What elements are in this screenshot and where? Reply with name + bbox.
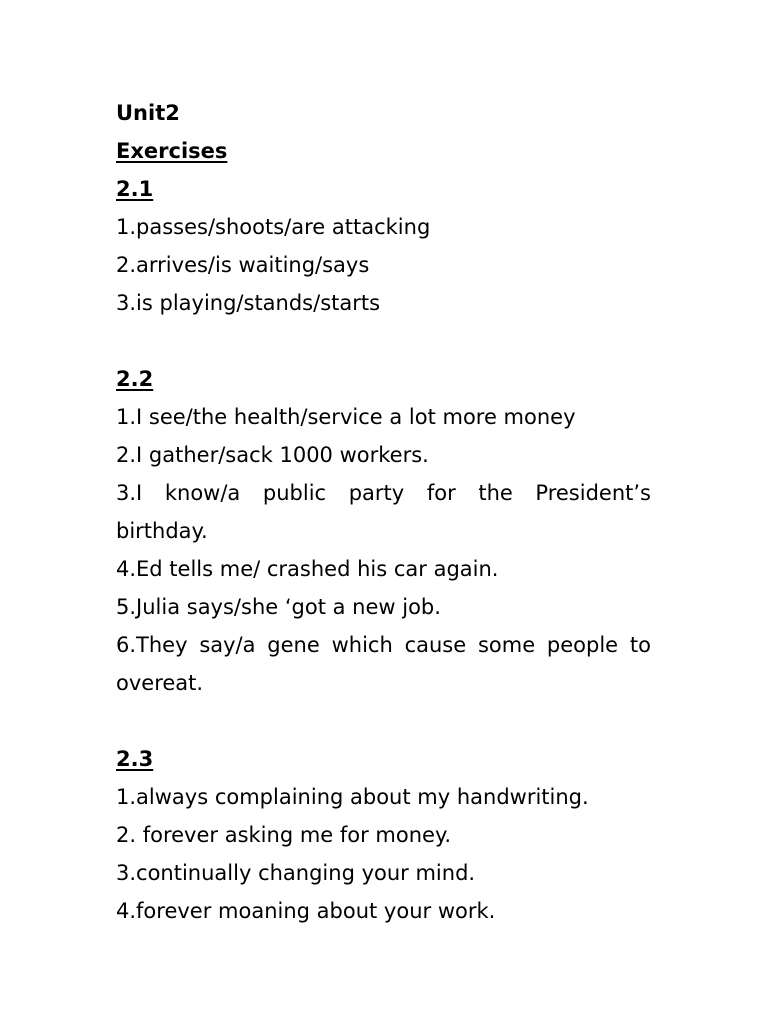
list-item: 6.They say/a gene which cause some people to overeat. [116,633,651,695]
list-item: 2.I gather/sack 1000 workers. [116,443,429,467]
document-page [116,94,651,930]
blank-line [116,702,651,740]
section-number: 2.3 [116,747,154,771]
section-2-2 [116,360,651,702]
list-item: 3.continually changing your mind. [116,861,476,885]
section-2-3 [116,740,651,930]
list-item: 5.Julia says/she ‘got a new job. [116,595,441,619]
blank-line [116,322,651,360]
section-number: 2.1 [116,177,154,201]
list-item: 3.is playing/stands/starts [116,291,381,315]
list-item: 1.passes/shoots/are attacking [116,215,431,239]
list-item: 1.I see/the health/service a lot more money [116,405,576,429]
list-item: 3.I know/a public party for the President’s birthday. [116,481,651,543]
list-item: 4.forever moaning about your work. [116,899,496,923]
unit-title: Unit2 [116,101,180,125]
list-item: 2. forever asking me for money. [116,823,452,847]
section-number: 2.2 [116,367,154,391]
exercises-heading: Exercises [116,139,228,163]
list-item: 1.always complaining about my handwriting. [116,785,589,809]
section-2-1 [116,170,651,322]
list-item: 4.Ed tells me/ crashed his car again. [116,557,499,581]
list-item: 2.arrives/is waiting/says [116,253,370,277]
